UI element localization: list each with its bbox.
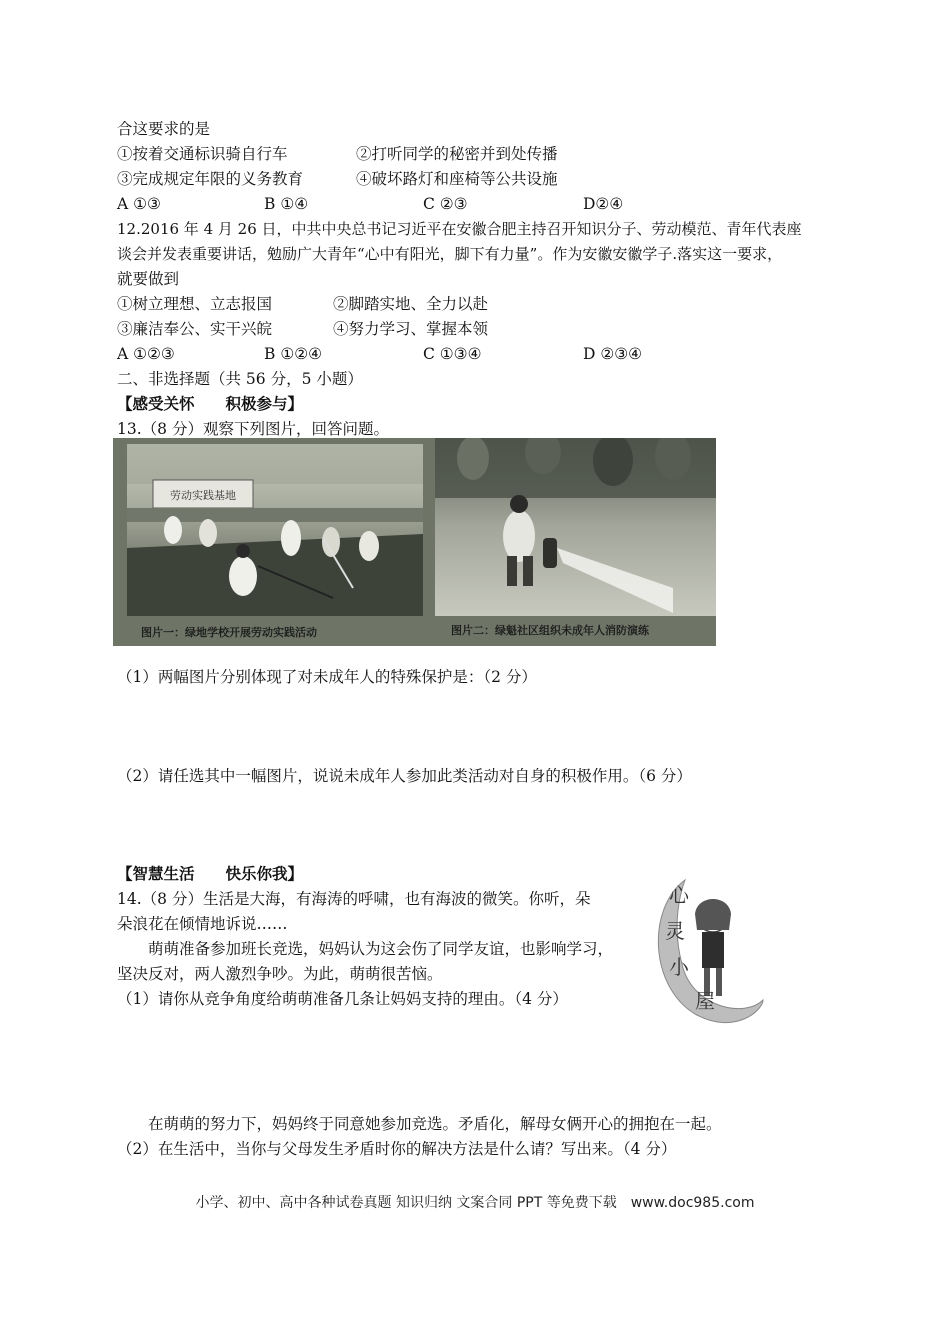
q14-line-4: 坚决反对，两人激烈争吵。为此，萌萌很苦恼。 — [117, 965, 443, 983]
q11-option-3: ③完成规定年限的义务教育 — [117, 170, 304, 188]
girl-dress — [702, 932, 724, 968]
q11-choice-b: B ①④ — [264, 195, 309, 213]
q12-choice-c: C ①③④ — [423, 345, 482, 363]
q11-option-2: ②打听同学的秘密并到处传播 — [356, 145, 558, 163]
section-2-title: 二、非选择题（共 56 分，5 小题） — [117, 370, 363, 388]
q12-option-2: ②脚踏实地、全力以赴 — [333, 295, 489, 313]
q11-option-4: ④破坏路灯和座椅等公共设施 — [356, 170, 558, 188]
q11-option-1: ①按着交通标识骑自行车 — [117, 145, 288, 163]
deco-char-2: 灵 — [665, 919, 685, 943]
q13-title: 13.（8 分）观察下列图片，回答问题。 — [117, 420, 389, 438]
q14-line-5: 在萌萌的努力下，妈妈终于同意她参加竞选。矛盾化，解母女俩开心的拥抱在一起。 — [117, 1115, 722, 1133]
heart-cottage-moon-illustration — [655, 868, 765, 1024]
photo-1-caption: 图片一：绿地学校开展劳动实践活动 — [141, 626, 317, 639]
deco-char-3: 小 — [669, 955, 689, 979]
photo-2-extinguisher — [543, 538, 557, 568]
q13-photo-illustration — [113, 438, 716, 646]
deco-char-1: 心 — [669, 883, 689, 907]
q12-line-2: 谈会并发表重要讲话，勉励广大青年“心中有阳光，脚下有力量”。作为安徽安徽学子.落实这一要求， — [117, 245, 783, 263]
q12-choice-b: B ①②④ — [264, 345, 323, 363]
q13-sub-question-2: （2）请任选其中一幅图片，说说未成年人参加此类活动对自身的积极作用。（6 分） — [117, 767, 692, 785]
photo-1-sign-text: 劳动实践基地 — [170, 489, 236, 502]
photo-2-child — [503, 510, 535, 562]
q12-option-3: ③廉洁奉公、实干兴皖 — [117, 320, 273, 338]
section-heading-life: 【智慧生活 快乐你我】 — [117, 864, 304, 883]
q14-line-1: 14.（8 分）生活是大海，有海涛的呼啸，也有海波的微笑。你听，朵 — [117, 890, 591, 908]
q14-sub-question-1: （1）请你从竞争角度给萌萌准备几条让妈妈支持的理由。（4 分） — [117, 990, 568, 1008]
q12-option-1: ①树立理想、立志报国 — [117, 295, 273, 313]
q14-line-2: 朵浪花在倾情地诉说…… — [117, 915, 288, 933]
q11-choice-c: C ②③ — [423, 195, 468, 213]
q12-option-4: ④努力学习、掌握本领 — [333, 320, 489, 338]
section-heading-care: 【感受关怀 积极参与】 — [117, 394, 304, 413]
q13-photo-pair — [113, 438, 716, 646]
photo-2-caption: 图片二：绿魁社区组织未成年人消防演练 — [451, 624, 649, 637]
q12-line-3: 就要做到 — [117, 270, 180, 288]
q14-sub-question-2: （2）在生活中，当你与父母发生矛盾时你的解决方法是什么请？写出来。（4 分） — [117, 1140, 677, 1158]
page-footer: 小学、初中、高中各种试卷真题 知识归纳 文案合同 PPT 等免费下载 www.doc985.com — [195, 1195, 755, 1211]
q11-choice-a: A ①③ — [117, 195, 161, 213]
q11-choice-d: D②④ — [583, 195, 624, 213]
q11-intro: 合这要求的是 — [117, 120, 211, 138]
deco-char-4: 屋 — [695, 989, 715, 1013]
q14-line-3: 萌萌准备参加班长竞选，妈妈认为这会伤了同学友谊，也影响学习， — [117, 940, 614, 958]
q13-sub-question-1: （1）两幅图片分别体现了对未成年人的特殊保护是：（2 分） — [117, 668, 537, 686]
photo-1-student — [229, 556, 257, 596]
q12-line-1: 12.2016 年 4 月 26 日，中共中央总书记习近平在安徽合肥主持召开知识分子、劳动模范、青年代表座 — [117, 220, 802, 238]
q12-choice-a: A ①②③ — [117, 345, 175, 363]
q12-choice-d: D ②③④ — [583, 345, 643, 363]
